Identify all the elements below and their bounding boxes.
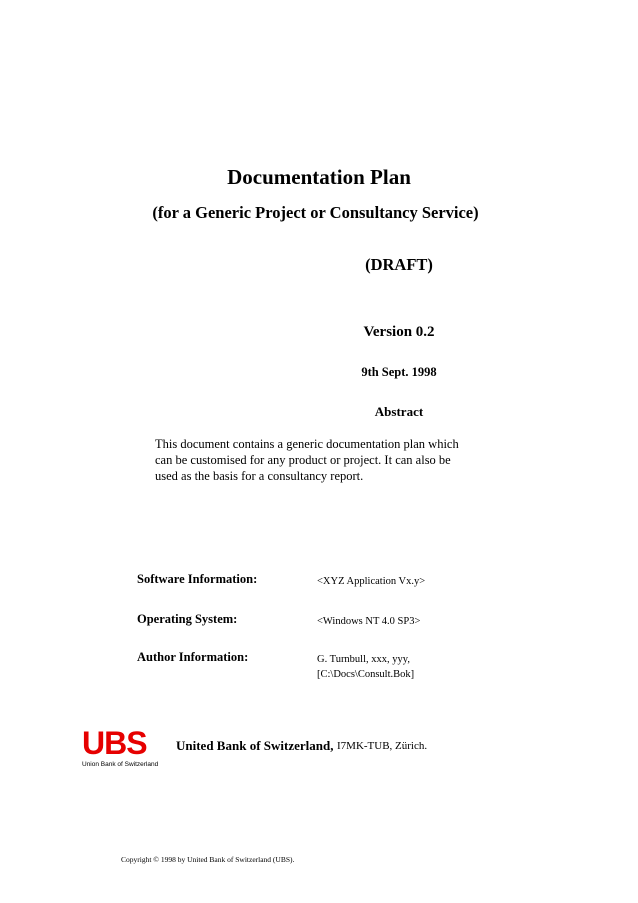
version-number: Version 0.2 (363, 324, 435, 340)
ubs-logo (82, 727, 162, 773)
os-info-label: Operating System: (137, 612, 238, 626)
bank-name: United Bank of Switzerland, (176, 738, 334, 753)
software-info-label: Software Information: (137, 572, 258, 586)
author-info-label: Author Information: (137, 650, 249, 664)
document-date: 9th Sept. 1998 (361, 365, 437, 379)
os-info-value: <Windows NT 4.0 SP3> (317, 616, 421, 627)
document-subtitle (0, 203, 638, 223)
ubs-logo-subtitle: Union Bank of Switzerland (82, 761, 159, 768)
document-title: Documentation Plan (227, 165, 411, 189)
draft-status: (DRAFT) (365, 255, 433, 274)
author-info-line: G. Turnbull, xxx, yyy, (317, 654, 410, 665)
ubs-logo-mark: UBS (82, 725, 147, 761)
document-subtitle-text: (for a Generic Project or Consultancy Service) (152, 203, 479, 222)
abstract-line: used as the basis for a consultancy report. (155, 469, 364, 483)
bank-address: I7MK-TUB, Zürich. (337, 740, 428, 752)
abstract-body (155, 436, 495, 484)
copyright-notice: Copyright © 1998 by United Bank of Switzerland (UBS). (121, 855, 295, 864)
abstract-line: can be customised for any product or project. It can also be (155, 453, 451, 467)
abstract-heading: Abstract (374, 404, 424, 419)
abstract-line: This document contains a generic documentation plan which (155, 437, 459, 451)
author-info-line: [C:\Docs\Consult.Bok] (317, 669, 415, 680)
software-info-value: <XYZ Application Vx.y> (317, 576, 426, 587)
author-info-value (317, 652, 414, 682)
